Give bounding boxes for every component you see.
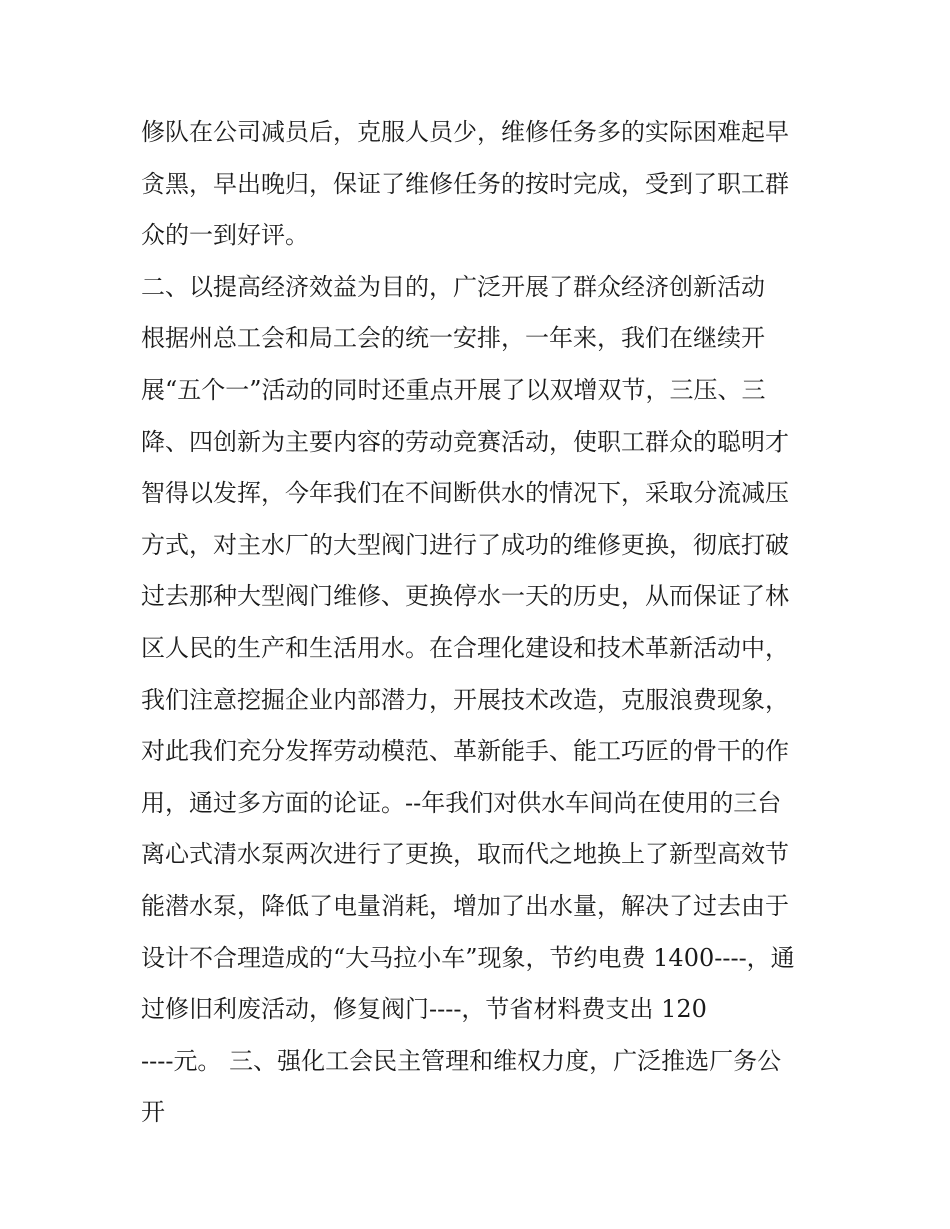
text-line: 降、四创新为主要内容的劳动竞赛活动，使职工群众的聪明才: [141, 427, 789, 456]
text-line: 众的一到好评。: [141, 221, 309, 250]
text-line: 设计不合理造成的“大马拉小车”现象，节约电费 1400----，通: [141, 943, 795, 972]
text-line: 对此我们充分发挥劳动模范、革新能手、能工巧匠的骨干的作: [141, 737, 789, 766]
text-line: 能潜水泵，降低了电量消耗，增加了出水量，解决了过去由于: [141, 891, 789, 920]
text-line: 用，通过多方面的论证。--年我们对供水车间尚在使用的三台: [141, 788, 782, 817]
text-line: 修队在公司减员后，克服人员少，维修任务多的实际困难起早: [141, 118, 789, 146]
text-line: 智得以发挥，今年我们在不间断供水的情况下，采取分流减压: [141, 479, 789, 508]
text-line: 区人民的生产和生活用水。在合理化建设和技术革新活动中，: [141, 633, 789, 662]
body-text: [141, 107, 831, 1139]
text-line: 贪黑，早出晚归，保证了维修任务的按时完成，受到了职工群: [141, 169, 789, 198]
text-line: 展“五个一”活动的同时还重点开展了以双增双节，三压、三: [141, 375, 766, 404]
text-line: ----元。 三、强化工会民主管理和维权力度，广泛推选厂务公: [141, 1046, 782, 1075]
text-line: 根据州总工会和局工会的统一安排，一年来，我们在继续开: [141, 324, 765, 353]
text-line: 开: [141, 1098, 165, 1127]
section-heading-line: 二、以提高经济效益为目的，广泛开展了群众经济创新活动: [141, 272, 765, 301]
text-line: 方式，对主水厂的大型阀门进行了成功的维修更换，彻底打破: [141, 530, 789, 559]
text-line: 过修旧利废活动，修复阀门----，节省材料费支出 120: [141, 995, 707, 1024]
text-line: 离心式清水泵两次进行了更换，取而代之地换上了新型高效节: [141, 840, 789, 869]
text-line: 我们注意挖掘企业内部潜力，开展技术改造，克服浪费现象，: [141, 685, 789, 714]
text-line: 过去那种大型阀门维修、更换停水一天的历史，从而保证了林: [141, 582, 789, 611]
